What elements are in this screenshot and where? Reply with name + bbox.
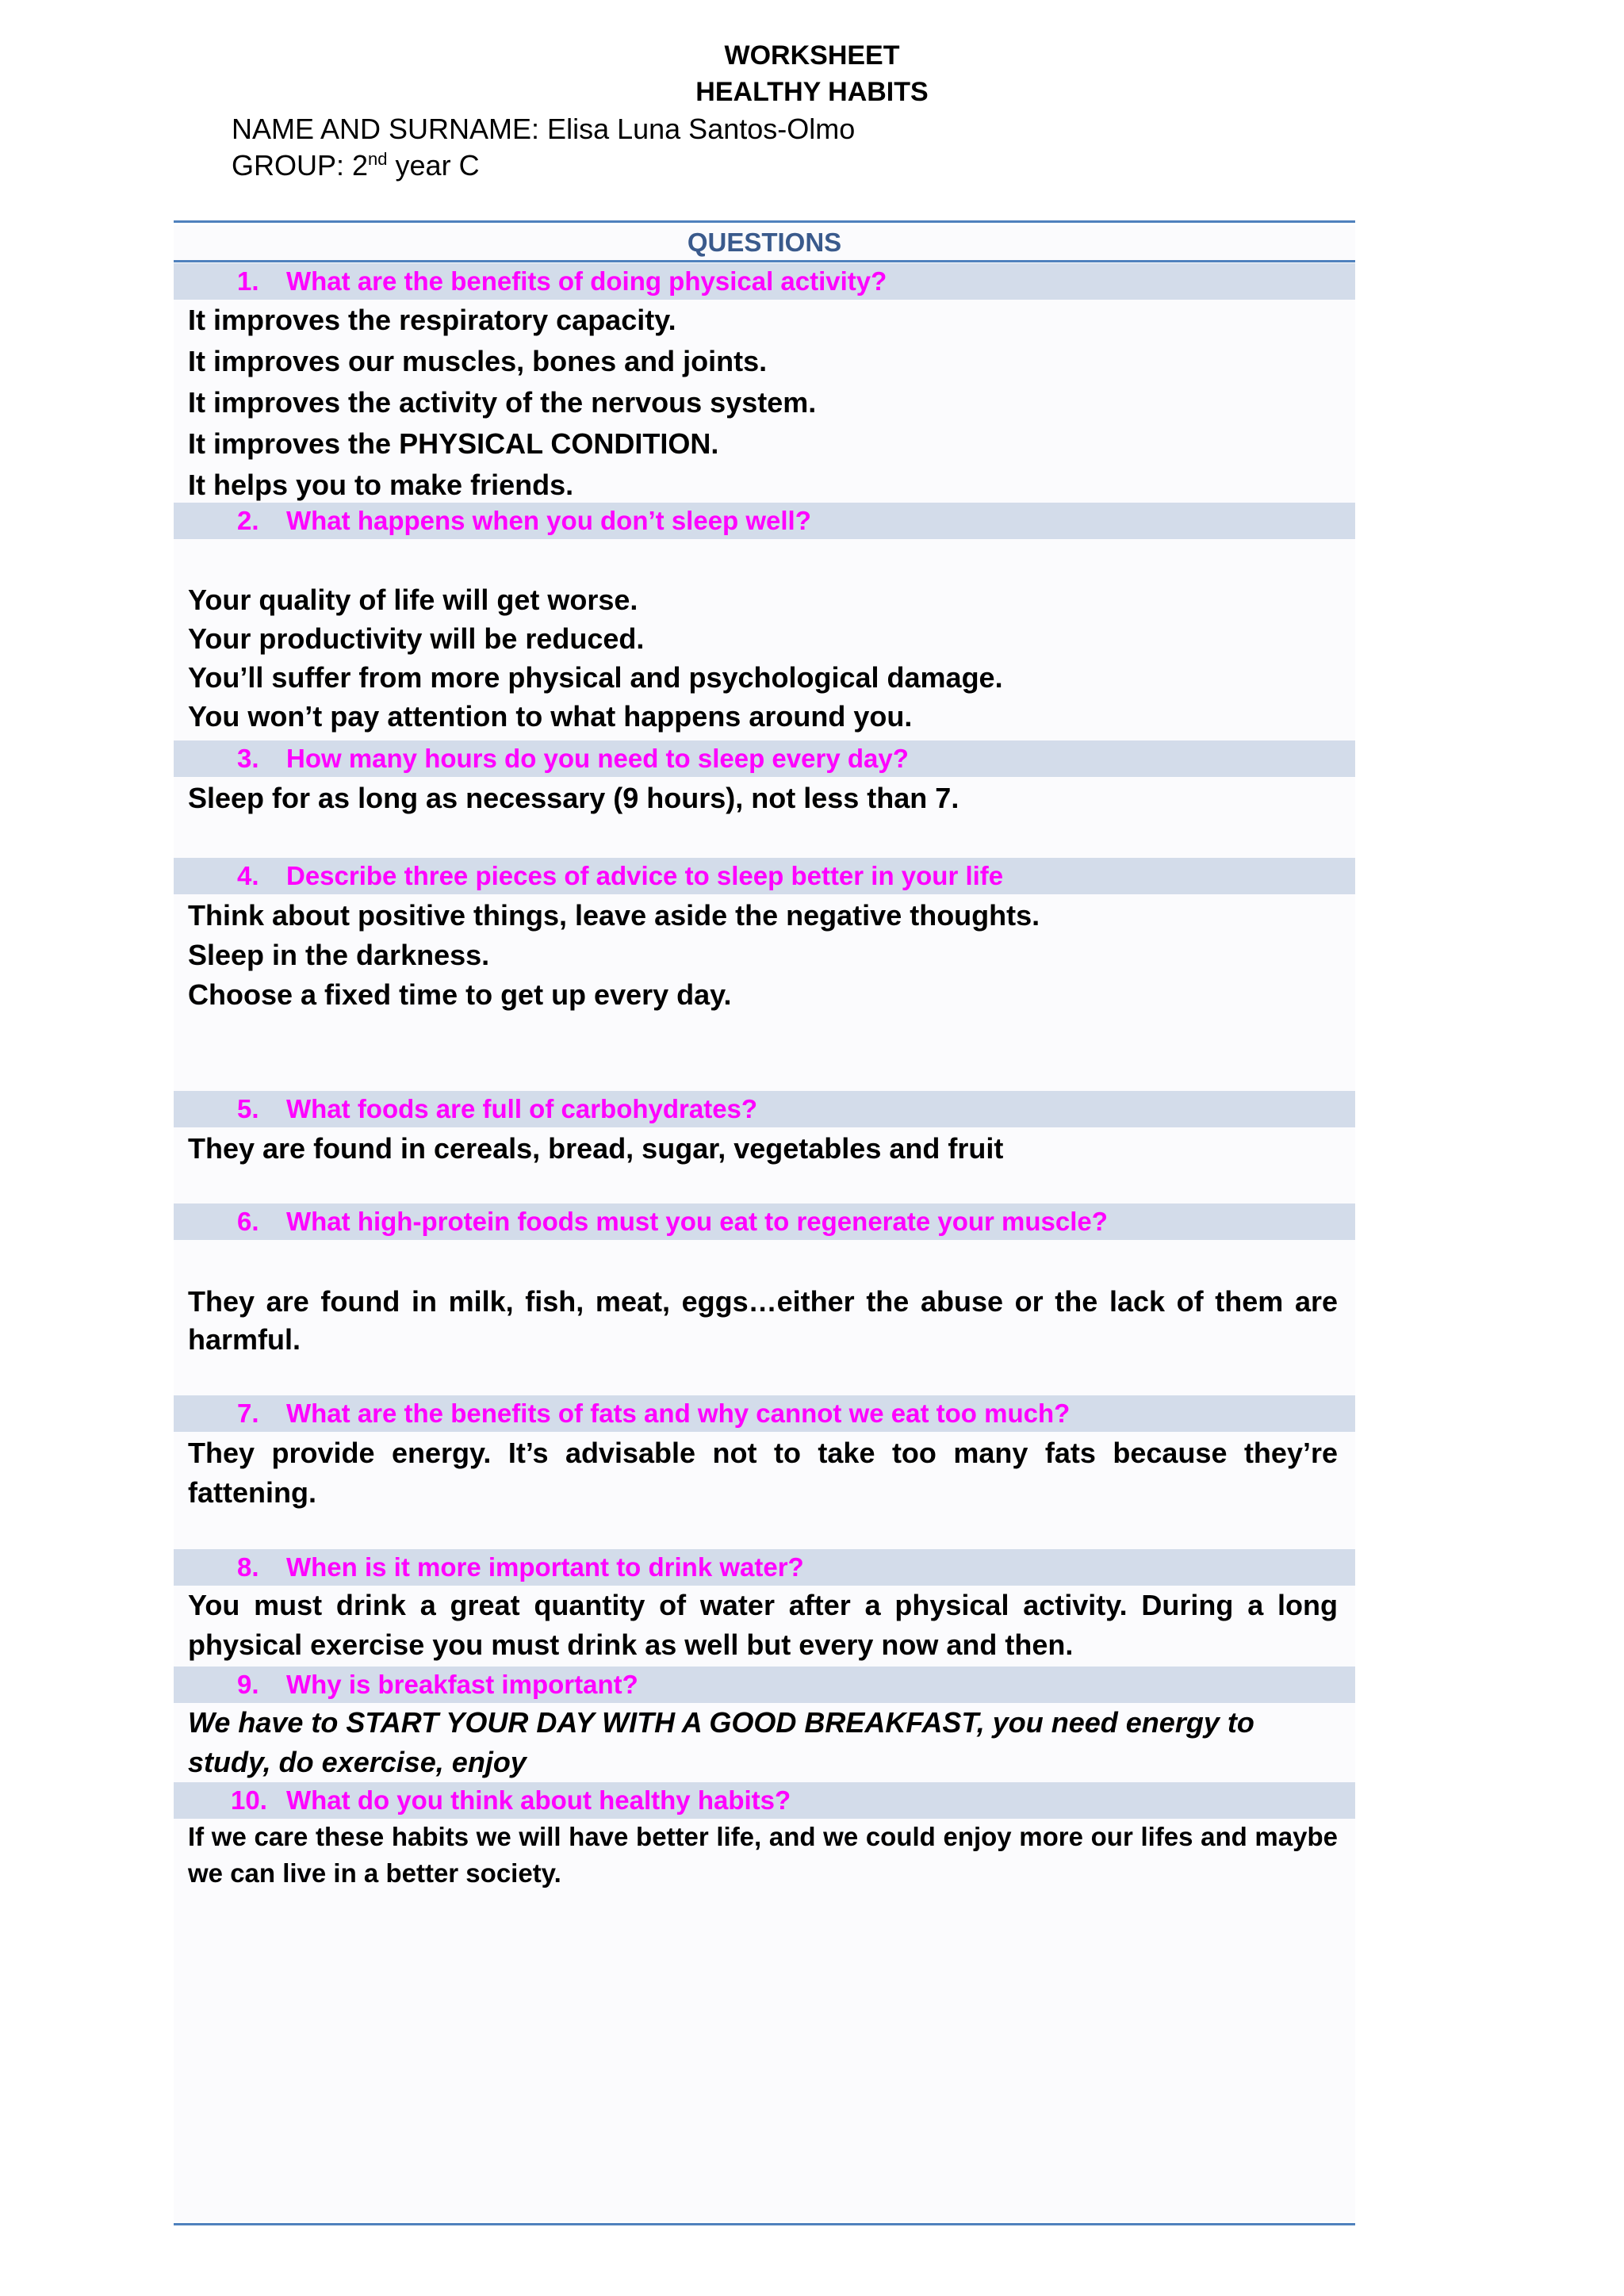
question-text: When is it more important to drink water? — [286, 1552, 804, 1582]
student-name-line: NAME AND SURNAME: Elisa Luna Santos-Olmo — [232, 113, 856, 145]
question-bar-2 — [174, 503, 1355, 539]
answer-8: You must drink a great quantity of water after a physical activity. During a long physical exercise you must drink as well but every now and then. — [188, 1589, 1338, 1661]
question-text: What do you think about healthy habits? — [286, 1785, 791, 1815]
question-text: What are the benefits of fats and why cannot we eat too much? — [286, 1399, 1071, 1428]
question-number: 3. — [237, 744, 259, 773]
answer-5 — [188, 1129, 1338, 1169]
question-text: What are the benefits of doing physical activity? — [286, 266, 887, 296]
question-text: How many hours do you need to sleep every day? — [286, 744, 909, 773]
question-number: 1. — [237, 266, 259, 296]
student-group-line — [232, 147, 480, 184]
question-text: What foods are full of carbohydrates? — [286, 1094, 758, 1123]
question-number: 6. — [237, 1207, 259, 1236]
question-text: What happens when you don’t sleep well? — [286, 506, 811, 535]
question-number: 4. — [237, 861, 259, 890]
question-bar-9 — [174, 1667, 1355, 1703]
answer-9: We have to START YOUR DAY WITH A GOOD BREAKFAST, you need energy to study, do exercise, enjoy — [188, 1706, 1254, 1778]
question-text: Why is breakfast important? — [286, 1670, 638, 1699]
question-bar-10 — [174, 1782, 1355, 1819]
answer-line: Think about positive things, leave aside the negative thoughts. — [188, 899, 1040, 932]
question-bar-7 — [174, 1395, 1355, 1432]
bottom-divider — [174, 2223, 1355, 2225]
answer-7: They provide energy. It’s advisable not to take too many fats because they’re fattening. — [188, 1437, 1338, 1509]
worksheet-subtitle: HEALTHY HABITS — [695, 77, 929, 107]
answer-2 — [188, 580, 1338, 736]
answer-line: You won’t pay attention to what happens around you. — [188, 700, 913, 733]
question-bar-6 — [174, 1203, 1355, 1240]
group-prefix: GROUP: 2 — [232, 149, 369, 182]
answer-6: They are found in milk, fish, meat, eggs…either the abuse or the lack of them are harmful. — [188, 1285, 1338, 1356]
top-divider — [174, 220, 1355, 223]
answer-line: It improves our muscles, bones and joints. — [188, 345, 768, 377]
answer-line: Your quality of life will get worse. — [188, 584, 638, 616]
answer-3 — [188, 779, 1338, 818]
answer-1 — [188, 300, 1338, 506]
questions-heading: QUESTIONS — [174, 225, 1355, 262]
answer-line: It improves the activity of the nervous system. — [188, 386, 817, 419]
answer-line: It improves the respiratory capacity. — [188, 304, 676, 336]
question-bar-4 — [174, 858, 1355, 894]
question-number: 8. — [237, 1552, 259, 1582]
question-number: 7. — [237, 1399, 259, 1428]
answer-10: If we care these habits we will have better life, and we could enjoy more our lifes and maybe we can live in a better society. — [188, 1822, 1338, 1888]
answer-line: You’ll suffer from more physical and psychological damage. — [188, 661, 1003, 694]
answer-line: Sleep for as long as necessary (9 hours), not less than 7. — [188, 782, 959, 814]
question-text: What high-protein foods must you eat to regenerate your muscle? — [286, 1207, 1108, 1236]
question-number: 5. — [237, 1094, 259, 1123]
group-superscript: nd — [368, 149, 388, 169]
question-bar-3 — [174, 740, 1355, 777]
answer-line: It helps you to make friends. — [188, 469, 574, 501]
answer-line: Sleep in the darkness. — [188, 939, 490, 971]
question-bar-5 — [174, 1091, 1355, 1127]
question-number: 2. — [237, 506, 259, 535]
answer-line: Your productivity will be reduced. — [188, 622, 645, 655]
group-suffix: year C — [387, 149, 480, 182]
answer-line: It improves the PHYSICAL CONDITION. — [188, 427, 719, 460]
answer-line: They are found in cereals, bread, sugar, vegetables and fruit — [188, 1132, 1004, 1165]
question-number: 10. — [231, 1785, 267, 1815]
answer-4 — [188, 896, 1338, 1015]
worksheet-title: WORKSHEET — [724, 40, 900, 71]
question-bar-1 — [174, 263, 1355, 300]
question-number: 9. — [237, 1670, 259, 1699]
answer-line: Choose a fixed time to get up every day. — [188, 978, 732, 1011]
question-bar-8 — [174, 1549, 1355, 1586]
question-text: Describe three pieces of advice to sleep better in your life — [286, 861, 1004, 890]
